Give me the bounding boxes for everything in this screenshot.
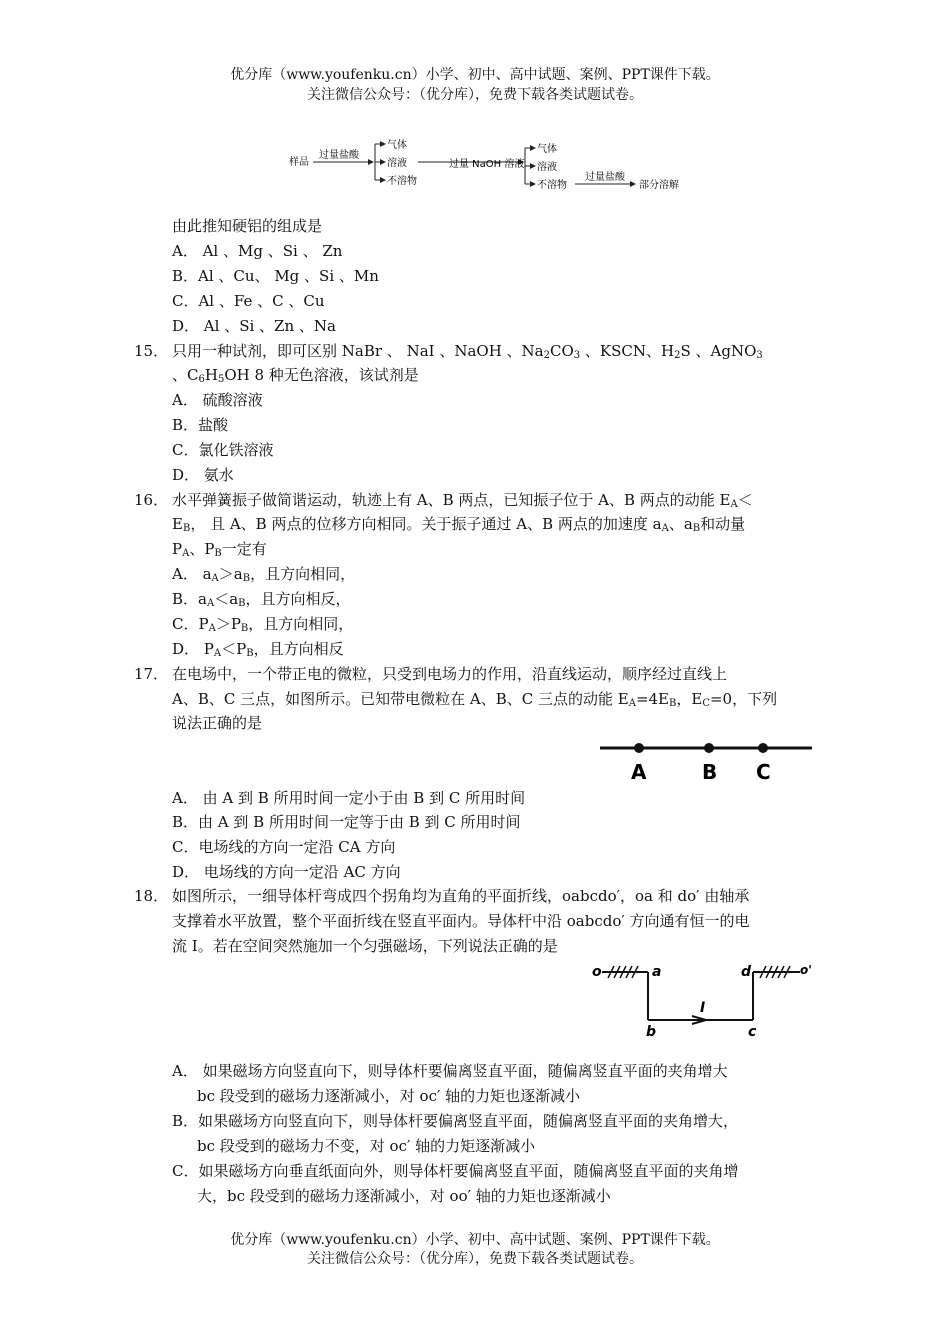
q17-option-c: C．电场线的方向一定沿 CA 方向 [172,838,396,856]
q17-option-b: B．由 A 到 B 所用时间一定等于由 B 到 C 所用时间 [172,813,521,831]
q18-option-a-line-1: A． 如果磁场方向竖直向下，则导体杆要偏离竖直平面，随偏离竖直平面的夹角增大 [172,1062,728,1080]
flow-insoluble-1: 不溶物 [387,176,417,187]
flow-gas-1: 气体 [387,140,407,151]
process-flow-diagram [285,132,695,204]
flow-insoluble-2: 不溶物 [537,180,567,191]
q18-stem-line-3: 流 I。若在空间突然施加一个匀强磁场，下列说法正确的是 [172,937,558,955]
q14-option-c: C．Al 、Fe 、C 、Cu [172,292,325,310]
flow-sample: 样品 [289,157,309,168]
q18-label-a: a [652,964,662,980]
q18-option-b-line-2: bc 段受到的磁场力不变，对 oc′ 轴的力矩逐渐减小 [197,1137,536,1155]
q15-stem-line-1: 只用一种试剂，即可区别 NaBr 、 NaI 、NaOH 、$Na_2CO_3$ 、KSCN、$H_2S$ 、AgNO$_3$ [172,342,763,361]
q17-stem-line-3: 说法正确的是 [172,714,263,732]
flow-step1-label: 过量盐酸 [319,150,359,161]
q18-label-c: c [748,1024,757,1038]
q18-label-d: d [741,964,752,980]
q15-option-b: B．盐酸 [172,416,229,434]
q14-option-d: D． Al 、Si 、Zn 、Na [172,317,336,335]
flow-gas-2: 气体 [537,144,557,155]
q17-label-c: C [756,760,771,784]
q15-stem-line-2: 、$C_6H_5OH$ 8 种无色溶液，该试剂是 [172,366,419,385]
q17-label-a: A [631,760,647,784]
q17-option-d: D． 电场线的方向一定沿 AC 方向 [172,863,401,881]
q17-point-a [634,743,644,753]
q18-option-a-line-2: bc 段受到的磁场力逐渐减小，对 oc′ 轴的力矩也逐渐减小 [197,1087,581,1105]
q16-stem-line-3: $P_A$、$P_B$一定有 [172,540,267,559]
q16-option-b: B．$a_A<a_B$，且方向相反， [172,590,351,609]
flow-step3-label: 过量盐酸 [585,172,625,183]
q14-option-b: B．Al 、Cu、 Mg 、Si 、Mn [172,267,379,285]
q14-stem: 由此推知硬铝的组成是 [172,217,323,235]
q16-option-c: C．$P_A>P_B$，且方向相同， [172,615,354,634]
q16-option-d: D． $P_A<P_B$，且方向相反 [172,640,344,659]
q18-conductor-figure [588,958,818,1038]
header-line-1: 优分库（www.youfenku.cn）小学、初中、高中试题、案例、PPT课件下载。 [230,67,720,83]
q15-option-a: A． 硫酸溶液 [172,391,263,409]
q15-number: 15． [134,342,169,360]
header-line-2: 关注微信公众号：（优分库），免费下载各类试题试卷。 [307,87,643,103]
q18-number: 18． [134,887,169,905]
q16-stem-line-1: 水平弹簧振子做简谐运动，轨迹上有 A、B 两点，已知振子位于 A、B 两点的动能 $E_A<$ [172,491,753,510]
q17-number: 17． [134,665,169,683]
q17-point-c [758,743,768,753]
flow-solution-1: 溶液 [387,158,407,169]
q18-stem-line-1: 如图所示，一细导体杆弯成四个拐角均为直角的平面折线，oabcdo′，oa 和 do′ 由轴承 [172,887,750,905]
footer-line-1: 优分库（www.youfenku.cn）小学、初中、高中试题、案例、PPT课件下载。 [230,1232,720,1248]
q16-stem-line-2: $E_B$， 且 A、B 两点的位移方向相同。关于振子通过 A、B 两点的加速度 $a_A$、$a_B$和动量 [172,515,746,534]
q18-stem-line-2: 支撑着水平放置，整个平面折线在竖直平面内。导体杆中沿 oabcdo′ 方向通有恒一的电 [172,912,750,930]
q18-label-o: o [592,964,602,980]
flow-solution-2: 溶液 [537,162,557,173]
flow-step2-label: 过量 NaOH 溶液 [449,159,525,170]
q17-stem-line-2: A、B、C 三点，如图所示。已知带电微粒在 A、B、C 三点的动能 $E_A=4E_B$，$E_C=0$，下列 [172,690,778,709]
flow-partial-dissolve: 部分溶解 [639,180,679,191]
q18-label-b: b [646,1024,657,1038]
q15-option-d: D． 氨水 [172,466,234,484]
q17-point-b [704,743,714,753]
q15-option-c: C．氯化铁溶液 [172,441,274,459]
q17-label-b: B [702,760,718,784]
q18-label-o-prime: o' [800,963,812,977]
q17-line-figure [596,736,816,786]
q18-option-c-line-2: 大，bc 段受到的磁场力逐渐减小，对 oo′ 轴的力矩也逐渐减小 [197,1187,611,1205]
q17-option-a: A． 由 A 到 B 所用时间一定小于由 B 到 C 所用时间 [172,789,526,807]
q18-label-current: I [700,1000,706,1016]
q16-number: 16． [134,491,169,509]
footer-line-2: 关注微信公众号：（优分库），免费下载各类试题试卷。 [307,1251,643,1267]
q14-option-a: A． Al 、Mg 、Si 、 Zn [172,242,343,260]
q17-stem-line-1: 在电场中，一个带正电的微粒，只受到电场力的作用，沿直线运动，顺序经过直线上 [172,665,728,683]
q18-option-b-line-1: B．如果磁场方向竖直向下，则导体杆要偏离竖直平面，随偏离竖直平面的夹角增大， [172,1112,739,1130]
q18-option-c-line-1: C．如果磁场方向垂直纸面向外，则导体杆要偏离竖直平面，随偏离竖直平面的夹角增 [172,1162,739,1180]
q16-option-a: A． $a_A>a_B$，且方向相同， [172,565,356,584]
